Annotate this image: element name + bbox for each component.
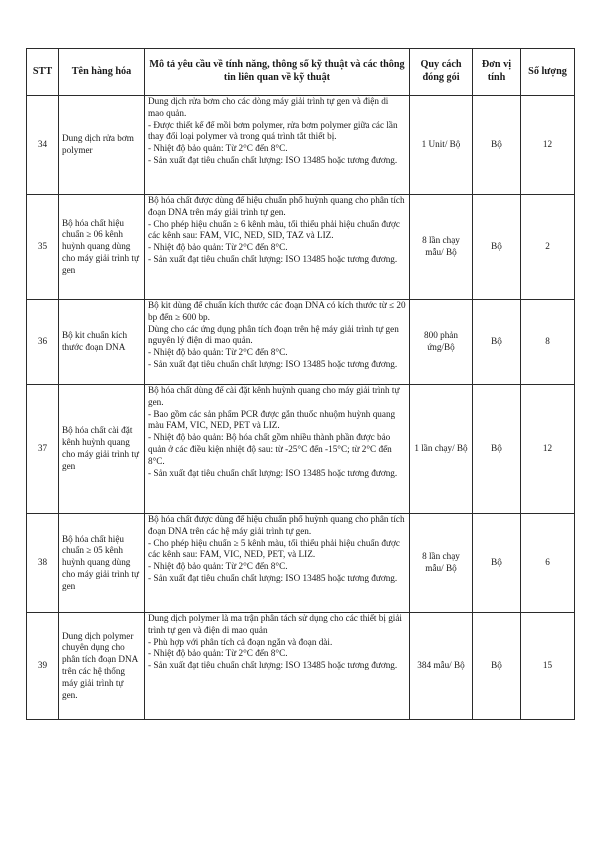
header-stt: STT [27, 49, 59, 96]
description-line: - Nhiệt độ bảo quản: Từ 2°C đến 8°C. [148, 347, 288, 358]
row-unit: Bộ [473, 300, 521, 385]
description-line: - Cho phép hiệu chuẩn ≥ 5 kênh màu, tối thiểu phải hiệu chuẩn được các kênh sau: FAM, VIC, NED, PET, và LIZ. [148, 537, 400, 560]
row-stt: 37 [27, 385, 59, 514]
row-item-name: Bộ hóa chất cài đặt kênh huỳnh quang cho máy giải trình tự gen [59, 385, 145, 514]
row-stt: 35 [27, 195, 59, 300]
specification-table [26, 48, 575, 720]
row-unit: Bộ [473, 613, 521, 720]
description-line: - Nhiệt độ bảo quản: Từ 2°C đến 8°C. [148, 143, 288, 154]
description-line: Bộ hóa chất được dùng để hiệu chuẩn phổ huỳnh quang cho phân tích đoạn DNA trên máy giải trình tự gen. [148, 195, 405, 217]
description-line: - Nhiệt độ bảo quản: Từ 2°C đến 8°C. [148, 648, 288, 659]
table-row [27, 613, 575, 720]
row-item-name: Dung dịch rửa bơm polymer [59, 96, 145, 195]
row-stt: 34 [27, 96, 59, 195]
description-line: Bộ kit dùng để chuẩn kích thước các đoạn DNA có kích thước từ ≤ 20 bp đến ≥ 600 bp. [148, 300, 406, 322]
header-packaging: Quy cách đóng gói [410, 49, 473, 96]
row-unit: Bộ [473, 385, 521, 514]
header-description: Mô tả yêu cầu về tính năng, thông số kỹ thuật và các thông tin liên quan về kỹ thuật [145, 49, 410, 96]
row-packaging: 1 lần chạy/ Bộ [410, 385, 473, 514]
row-quantity: 6 [521, 514, 575, 613]
row-description [145, 195, 410, 300]
row-item-name: Bộ hóa chất hiệu chuẩn ≥ 06 kênh huỳnh quang dùng cho máy giải trình tự gen [59, 195, 145, 300]
row-quantity: 12 [521, 96, 575, 195]
row-quantity: 12 [521, 385, 575, 514]
row-item-name: Bộ kit chuẩn kích thước đoạn DNA [59, 300, 145, 385]
row-description [145, 96, 410, 195]
row-packaging: 8 lần chạy mẫu/ Bộ [410, 195, 473, 300]
description-line: Dùng cho các ứng dụng phân tích đoạn trên hệ máy giải trình tự gen nguyên lý điện di mao quản. [148, 323, 399, 346]
description-line: - Bao gồm các sản phẩm PCR được gắn thuốc nhuộm huỳnh quang màu FAM, VIC, NED, PET và LIZ. [148, 408, 396, 431]
description-line: - Sản xuất đạt tiêu chuẩn chất lượng: ISO 13485 hoặc tương đương. [148, 572, 398, 583]
row-description [145, 300, 410, 385]
description-line: - Cho phép hiệu chuẩn ≥ 6 kênh màu, tối thiểu phải hiệu chuẩn được các kênh sau: FAM, VIC, NED, SID, TAZ và LIZ. [148, 218, 400, 241]
row-stt: 39 [27, 613, 59, 720]
row-packaging: 800 phản ứng/Bộ [410, 300, 473, 385]
header-row [27, 49, 575, 96]
description-line: - Sản xuất đạt tiêu chuẩn chất lượng: ISO 13485 hoặc tương đương. [148, 154, 398, 165]
row-description [145, 514, 410, 613]
row-item-name: Dung dịch polymer chuyên dụng cho phân tích đoạn DNA trên các hệ thống máy giải trình tự gen. [59, 613, 145, 720]
description-line: - Sản xuất đạt tiêu chuẩn chất lượng: ISO 13485 hoặc tương đương. [148, 467, 398, 478]
description-line: - Sản xuất đạt tiêu chuẩn chất lượng: ISO 13485 hoặc tương đương. [148, 253, 398, 264]
description-line: Dung dịch rửa bơm cho các dòng máy giải trình tự gen và điện di mao quản. [148, 96, 389, 118]
row-description [145, 385, 410, 514]
description-line: Bộ hóa chất dùng để cài đặt kênh huỳnh quang cho máy giải trình tự gen. [148, 385, 400, 407]
row-item-name: Bộ hóa chất hiệu chuẩn ≥ 05 kênh huỳnh quang dùng cho máy giải trình tự gen [59, 514, 145, 613]
header-item-name: Tên hàng hóa [59, 49, 145, 96]
header-unit: Đơn vị tính [473, 49, 521, 96]
description-line: - Nhiệt độ bảo quản: Từ 2°C đến 8°C. [148, 242, 288, 253]
row-description [145, 613, 410, 720]
table-row [27, 385, 575, 514]
description-line: - Sản xuất đạt tiêu chuẩn chất lượng: ISO 13485 hoặc tương đương. [148, 358, 398, 369]
description-line: - Phù hợp với phân tích cả đoạn ngắn và đoạn dài. [148, 636, 333, 647]
table-row [27, 195, 575, 300]
row-quantity: 8 [521, 300, 575, 385]
description-line: - Được thiết kế để mồi bơm polymer, rửa bơm polymer giữa các lần thay đổi loại polymer và trong quá trình tắt thiết bị. [148, 119, 398, 142]
row-unit: Bộ [473, 514, 521, 613]
row-quantity: 15 [521, 613, 575, 720]
description-line: - Sản xuất đạt tiêu chuẩn chất lượng: ISO 13485 hoặc tương đương. [148, 660, 398, 671]
table-header [27, 49, 575, 96]
row-unit: Bộ [473, 195, 521, 300]
table-row [27, 300, 575, 385]
row-packaging: 1 Unit/ Bộ [410, 96, 473, 195]
description-line: - Nhiệt độ bảo quản: Bộ hóa chất gồm nhiều thành phần được bảo quản ở các điều kiện nhiệt độ sau: từ -25°C đến -15°C; từ 2°C đến 8°C. [148, 432, 392, 466]
description-line: - Nhiệt độ bảo quản: Từ 2°C đến 8°C. [148, 561, 288, 572]
header-quantity: Số lượng [521, 49, 575, 96]
row-packaging: 8 lần chạy mẫu/ Bộ [410, 514, 473, 613]
row-stt: 36 [27, 300, 59, 385]
description-line: Dung dịch polymer là ma trận phân tách sử dụng cho các thiết bị giải trình tự gen và điện di mao quản [148, 613, 402, 635]
table-body [27, 96, 575, 720]
table-row [27, 96, 575, 195]
row-unit: Bộ [473, 96, 521, 195]
row-quantity: 2 [521, 195, 575, 300]
row-packaging: 384 mẫu/ Bộ [410, 613, 473, 720]
table-row [27, 514, 575, 613]
row-stt: 38 [27, 514, 59, 613]
description-line: Bộ hóa chất được dùng để hiệu chuẩn phổ huỳnh quang cho phân tích đoạn DNA trên các hệ máy giải trình tự gen. [148, 514, 405, 536]
